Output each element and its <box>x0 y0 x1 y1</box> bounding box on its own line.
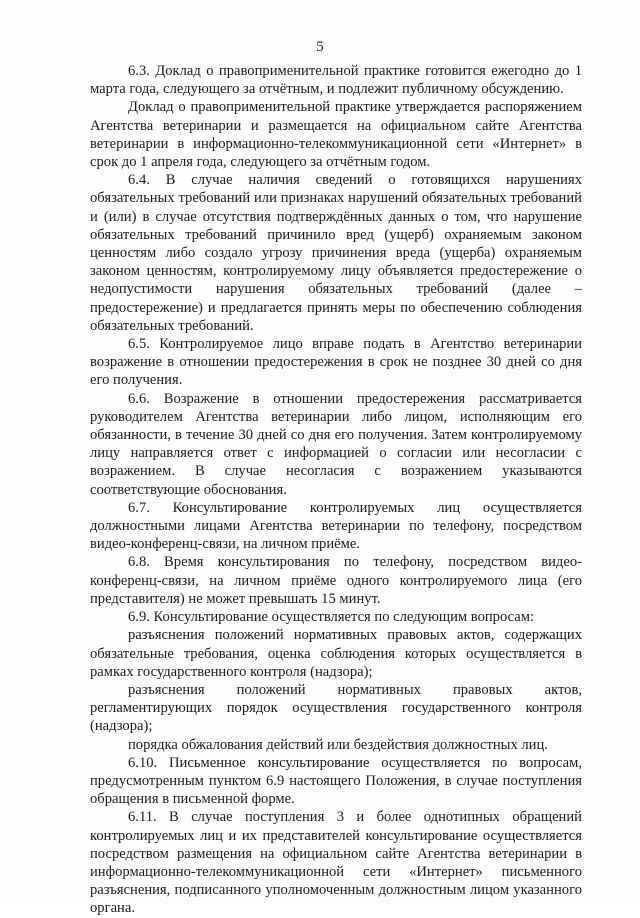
paragraph-6-7: 6.7. Консультирование контролируемых лиц осуществляется должностными лицами Агентства ветеринарии по телефону, посредством видео-конференц-связи, на личном приёме. <box>90 499 582 553</box>
list-item-control-procedure: разъяснения положений нормативных правовых актов, регламентирующих порядок осуществления государственного контроля (надзора); <box>90 681 582 735</box>
list-item-mandatory-requirements: разъяснения положений нормативных правовых актов, содержащих обязательные требования, оценка соблюдения которых осуществляется в рамках государственного контроля (надзора); <box>90 627 582 680</box>
paragraph-6-9: 6.9. Консультирование осуществляется по следующим вопросам: <box>128 609 535 626</box>
paragraph-report-approval: Доклад о правоприменительной практике утверждается распоряжением Агентства ветеринарии и размещается на официальном сайте Агентства ветеринарии в информационно-телекоммуникационной сети «Интернет» в срок до 1 апреля года, следующего за отчётным годом. <box>90 99 582 171</box>
list-item-appeal-procedure: порядка обжалования действий или бездействия должностных лиц. <box>128 736 548 753</box>
paragraph-6-10: 6.10. Письменное консультирование осуществляется по вопросам, предусмотренным пунктом 6.9 настоящего Положения, в случае поступления обращения в письменной форме. <box>90 754 582 808</box>
page-number: 5 <box>316 39 324 55</box>
document-body <box>90 62 582 918</box>
paragraph-6-5: 6.5. Контролируемое лицо вправе подать в Агентство ветеринарии возражение в отношении предостережения в срок не позднее 30 дней со дня его получения. <box>90 336 582 389</box>
paragraph-6-3: 6.3. Доклад о правоприменительной практике готовится ежегодно до 1 марта года, следующего за отчётным, и подлежит публичному обсуждению. <box>90 63 582 98</box>
paragraph-6-4: 6.4. В случае наличия сведений о готовящихся нарушениях обязательных требований или признаках нарушений обязательных требований и (или) в случае отсутствия подтверждённых данных о том, что нарушение обязательных требований причинило вред (ущерб) охраняемым законом ценностям либо создало угрозу причинения вреда (ущерба) охраняемым законом ценностям, контролируемому лицу объявляется предостережение о недопустимости нарушения обязательных требований (далее – предостережение) и предлагается принять меры по обеспечению соблюдения обязательных требований. <box>90 172 582 334</box>
paragraph-6-8: 6.8. Время консультирования по телефону, посредством видео-конференц-связи, на личном приёме одного контролируемого лица (его представителя) не может превышать 15 минут. <box>90 554 582 607</box>
paragraph-6-11: 6.11. В случае поступления 3 и более однотипных обращений контролируемых лиц и их представителей консультирование осуществляется посредством размещения на официальном сайте Агентства ветеринарии в информационно-телекоммуникационной сети «Интернет» письменного разъяснения, подписанного уполномоченным должностным лицом указанного органа. <box>90 809 582 917</box>
paragraph-6-6: 6.6. Возражение в отношении предостережения рассматривается руководителем Агентства ветеринарии либо лицом, исполняющим его обязанности, в течение 30 дней со дня его получения. Затем контролируемому лицу направляется ответ с информацией о согласии или несогласии с возражением. В случае несогласия с возражением указываются соответствующие обоснования. <box>90 390 582 498</box>
